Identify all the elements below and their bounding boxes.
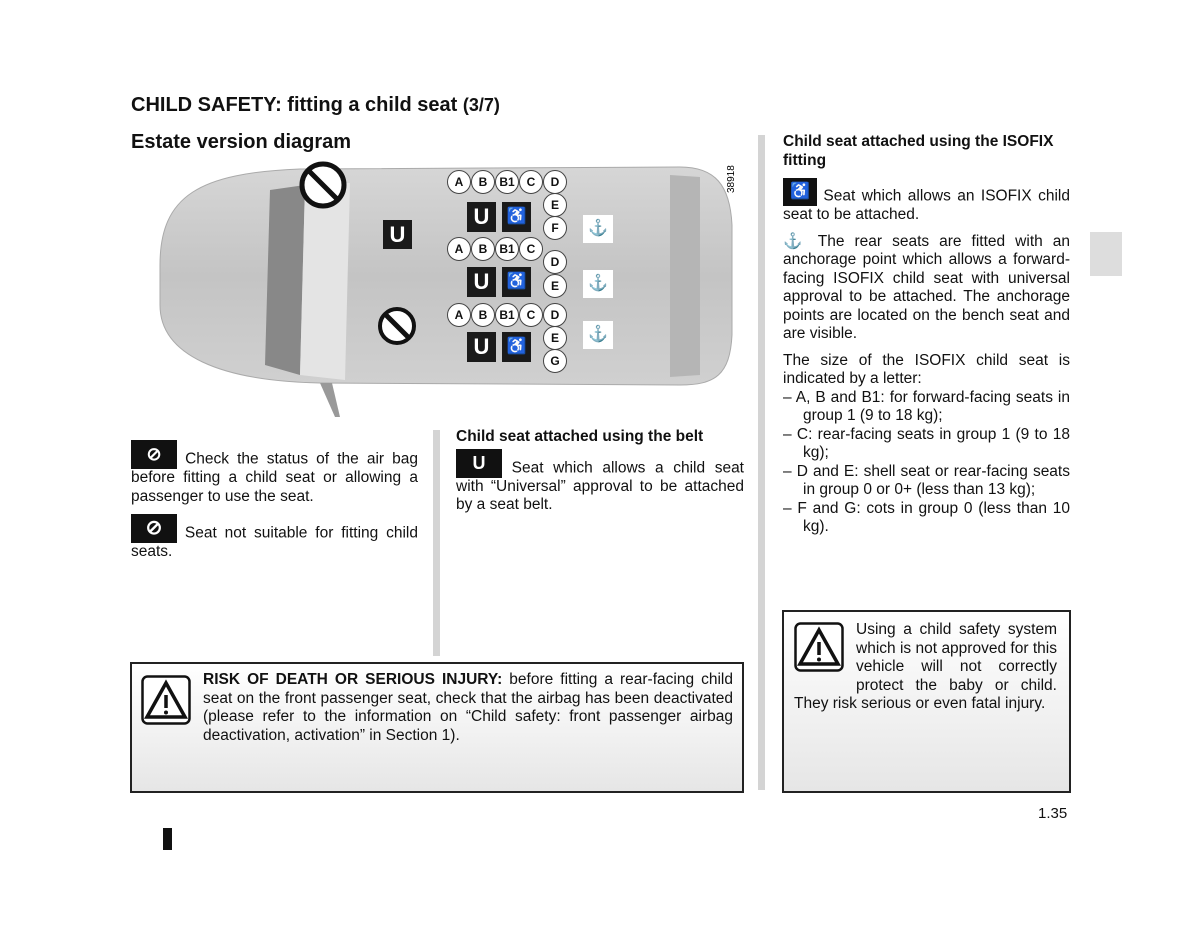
size-list bbox=[783, 389, 1070, 537]
page-title: CHILD SAFETY: fitting a child seat (3/7) bbox=[131, 94, 500, 116]
isofix-seat-icon: ♿ bbox=[783, 178, 817, 206]
size-badge: D bbox=[543, 303, 567, 327]
page-marker bbox=[163, 828, 172, 850]
size-badge: E bbox=[543, 326, 567, 350]
size-badge: D bbox=[543, 170, 567, 194]
left-column bbox=[131, 440, 418, 570]
car-outline-icon bbox=[140, 155, 740, 420]
not-suitable-icon: ⊘ bbox=[131, 514, 177, 543]
figure-ref bbox=[724, 155, 738, 195]
isofix-text: Seat which allows an ISOFIX child seat to be attached. bbox=[783, 187, 1070, 223]
size-badge: C bbox=[519, 170, 543, 194]
car-diagram bbox=[140, 155, 740, 420]
belt-text: Seat which allows a child seat with “Universal” approval to be attached by a seat belt. bbox=[456, 459, 744, 513]
column-divider bbox=[758, 135, 765, 790]
size-badge: B1 bbox=[495, 303, 519, 327]
not-suitable-icon bbox=[376, 305, 418, 347]
universal-seat-badge: U bbox=[467, 202, 496, 232]
isofix-seat-icon: ♿ bbox=[502, 267, 531, 297]
warning-box-approval bbox=[782, 610, 1071, 793]
size-badge: E bbox=[543, 274, 567, 298]
belt-heading: Child seat attached using the belt bbox=[456, 428, 704, 445]
universal-seat-badge: U bbox=[383, 220, 412, 249]
universal-seat-icon: U bbox=[456, 449, 502, 478]
size-badge: F bbox=[543, 216, 567, 240]
isofix-anchor-icon: ⚓ bbox=[583, 321, 613, 349]
list-item: – A, B and B1: for forward-facing seats in group 1 (9 to 18 kg); bbox=[783, 388, 1070, 424]
svg-text:38918: 38918 bbox=[726, 165, 737, 193]
size-badge: A bbox=[447, 303, 471, 327]
isofix-seat-icon: ♿ bbox=[502, 332, 531, 362]
anchor-text: The rear seats are fitted with an anchorage point which allows a forward-facing ISOFIX child seat with universal approval to be attached. The anchorage points are located on the bench seat and are visible. bbox=[783, 232, 1070, 342]
size-badge: E bbox=[543, 193, 567, 217]
isofix-anchor-icon: ⚓ bbox=[583, 270, 613, 298]
size-badge: D bbox=[543, 250, 567, 274]
isofix-seat-icon: ♿ bbox=[502, 202, 531, 232]
size-badge: B bbox=[471, 237, 495, 261]
section-title: Estate version diagram bbox=[131, 131, 352, 153]
no-rear-facing-seat-icon bbox=[298, 160, 348, 210]
warning-box-airbag bbox=[130, 662, 744, 793]
middle-column bbox=[456, 428, 744, 523]
size-badge: C bbox=[519, 237, 543, 261]
list-item: – C: rear-facing seats in group 1 (9 to 18 kg); bbox=[783, 425, 1070, 461]
isofix-anchor-icon: ⚓ bbox=[583, 215, 613, 243]
size-badge: B bbox=[471, 170, 495, 194]
column-divider bbox=[433, 430, 440, 656]
right-column bbox=[783, 133, 1070, 537]
size-badge: A bbox=[447, 237, 471, 261]
size-badge: B bbox=[471, 303, 495, 327]
isofix-anchor-icon: ⚓ bbox=[783, 232, 809, 250]
list-item: – D and E: shell seat or rear-facing seats in group 0 or 0+ (less than 13 kg); bbox=[783, 462, 1070, 498]
page-number: 1.35 bbox=[1038, 805, 1068, 822]
isofix-heading: Child seat attached using the ISOFIX fitting bbox=[783, 133, 1054, 169]
universal-seat-badge: U bbox=[467, 267, 496, 297]
size-badge: A bbox=[447, 170, 471, 194]
list-item: – F and G: cots in group 0 (less than 10 kg). bbox=[783, 499, 1070, 535]
size-intro: The size of the ISOFIX child seat is indicated by a letter: bbox=[783, 351, 1070, 387]
section-tab bbox=[1090, 232, 1122, 276]
warning-icon bbox=[141, 675, 191, 725]
size-badge: B1 bbox=[495, 170, 519, 194]
universal-seat-badge: U bbox=[467, 332, 496, 362]
airbag-text: Check the status of the air bag before fitting a child seat or allowing a passenger to use the seat. bbox=[131, 450, 419, 505]
size-badge: C bbox=[519, 303, 543, 327]
size-badge: G bbox=[543, 349, 567, 373]
not-suitable-text: Seat not suitable for fitting child seats. bbox=[131, 524, 418, 560]
warning-airbag-text: RISK OF DEATH OR SERIOUS INJURY: before fitting a rear-facing child seat on the front passenger seat, check that the airbag has been deactivated (please refer to the information on “Child safety: front passenger airbag deactivation, activation” in Section 1). bbox=[203, 671, 733, 744]
size-badge: B1 bbox=[495, 237, 519, 261]
warning-approval-text: Using a child safety system which is not approved for this vehicle will not correctly protect the baby or child. They risk serious or even fatal injury. bbox=[794, 621, 1057, 712]
airbag-check-icon: ⊘ bbox=[131, 440, 177, 469]
